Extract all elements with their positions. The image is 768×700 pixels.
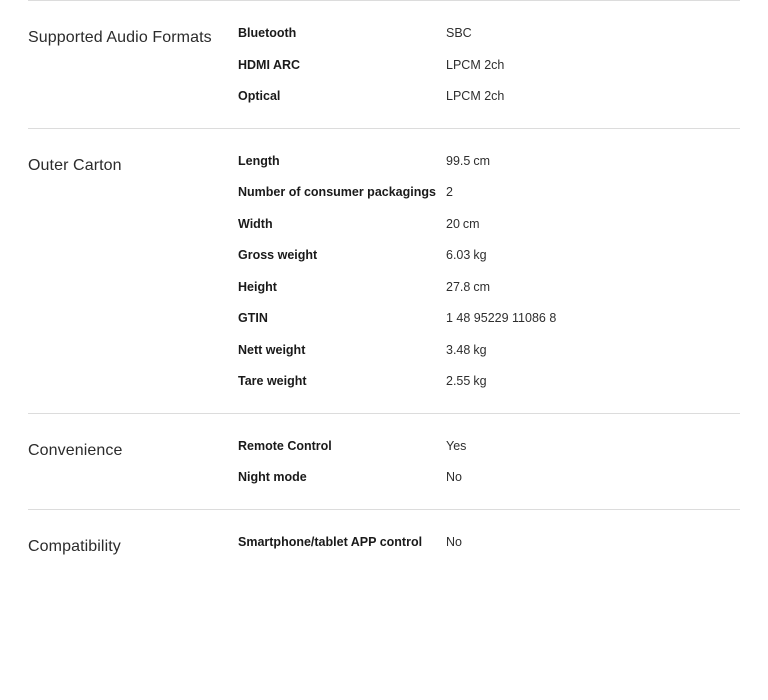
spec-group-title: Convenience <box>28 441 123 459</box>
spec-group-outer-carton <box>28 128 740 413</box>
spec-value-unit: cm <box>473 153 491 168</box>
spec-value <box>446 279 740 297</box>
spec-group-rows <box>238 534 740 552</box>
spec-value-unit: cm <box>473 279 491 294</box>
spec-value <box>446 342 740 360</box>
spec-value <box>446 310 740 328</box>
spec-row <box>238 25 740 43</box>
spec-label: Height <box>238 279 277 294</box>
spec-group-supported-audio-formats <box>28 0 740 128</box>
spec-value-unit: kg <box>473 248 487 262</box>
spec-value-text: 20 <box>446 216 460 231</box>
spec-label: HDMI ARC <box>238 57 301 72</box>
spec-value <box>446 216 740 234</box>
spec-value-unit: cm <box>462 216 480 231</box>
spec-group-title: Compatibility <box>28 537 121 555</box>
spec-group-compatibility <box>28 509 740 580</box>
spec-group-rows <box>238 153 740 391</box>
spec-value <box>446 438 740 456</box>
spec-value-text: 6.03 <box>446 248 471 262</box>
spec-row <box>238 57 740 75</box>
spec-label: Nett weight <box>238 342 306 357</box>
spec-row <box>238 342 740 360</box>
spec-label: Width <box>238 216 273 231</box>
spec-row <box>238 279 740 297</box>
spec-value-text: SBC <box>446 26 472 40</box>
spec-value <box>446 184 740 202</box>
spec-value <box>446 25 740 43</box>
spec-value-text: No <box>446 470 462 484</box>
spec-label: Night mode <box>238 470 307 484</box>
spec-value <box>446 534 740 552</box>
spec-value <box>446 57 740 75</box>
spec-row <box>238 88 740 106</box>
spec-row <box>238 469 740 487</box>
spec-row <box>238 184 740 202</box>
spec-value-text: No <box>446 534 462 549</box>
spec-label: Gross weight <box>238 248 318 262</box>
spec-value-text: LPCM 2ch <box>446 89 505 103</box>
spec-value-unit: kg <box>473 374 487 388</box>
spec-row <box>238 310 740 328</box>
spec-row <box>238 153 740 171</box>
spec-label: Smartphone/tablet APP control <box>238 534 423 549</box>
spec-row <box>238 438 740 456</box>
spec-value-unit: kg <box>473 342 487 357</box>
spec-value-text: LPCM 2ch <box>446 57 505 72</box>
spec-row <box>238 247 740 265</box>
spec-label: Length <box>238 153 280 168</box>
spec-group-convenience <box>28 413 740 509</box>
spec-row <box>238 373 740 391</box>
spec-group-title: Outer Carton <box>28 156 122 174</box>
spec-value-text: 3.48 <box>446 342 471 357</box>
spec-group-rows <box>238 25 740 106</box>
spec-label: Remote Control <box>238 438 332 453</box>
spec-row <box>238 534 740 552</box>
spec-value-text: Yes <box>446 438 467 453</box>
spec-value <box>446 153 740 171</box>
spec-label: Number of consumer packagings <box>238 185 436 199</box>
spec-value <box>446 373 740 391</box>
spec-value <box>446 88 740 106</box>
spec-label: GTIN <box>238 311 268 325</box>
spec-value-text: 2 <box>446 185 453 199</box>
spec-label: Optical <box>238 89 281 103</box>
spec-value-text: 27.8 <box>446 279 471 294</box>
spec-group-rows <box>238 438 740 487</box>
spec-value-text: 2.55 <box>446 374 471 388</box>
spec-label: Bluetooth <box>238 26 297 40</box>
spec-label: Tare weight <box>238 374 307 388</box>
spec-value-text: 1 48 95229 11086 8 <box>446 311 557 325</box>
spec-group-title: Supported Audio Formats <box>28 29 212 46</box>
spec-value-text: 99.5 <box>446 153 471 168</box>
spec-value <box>446 247 740 265</box>
spec-value <box>446 469 740 487</box>
spec-row <box>238 216 740 234</box>
